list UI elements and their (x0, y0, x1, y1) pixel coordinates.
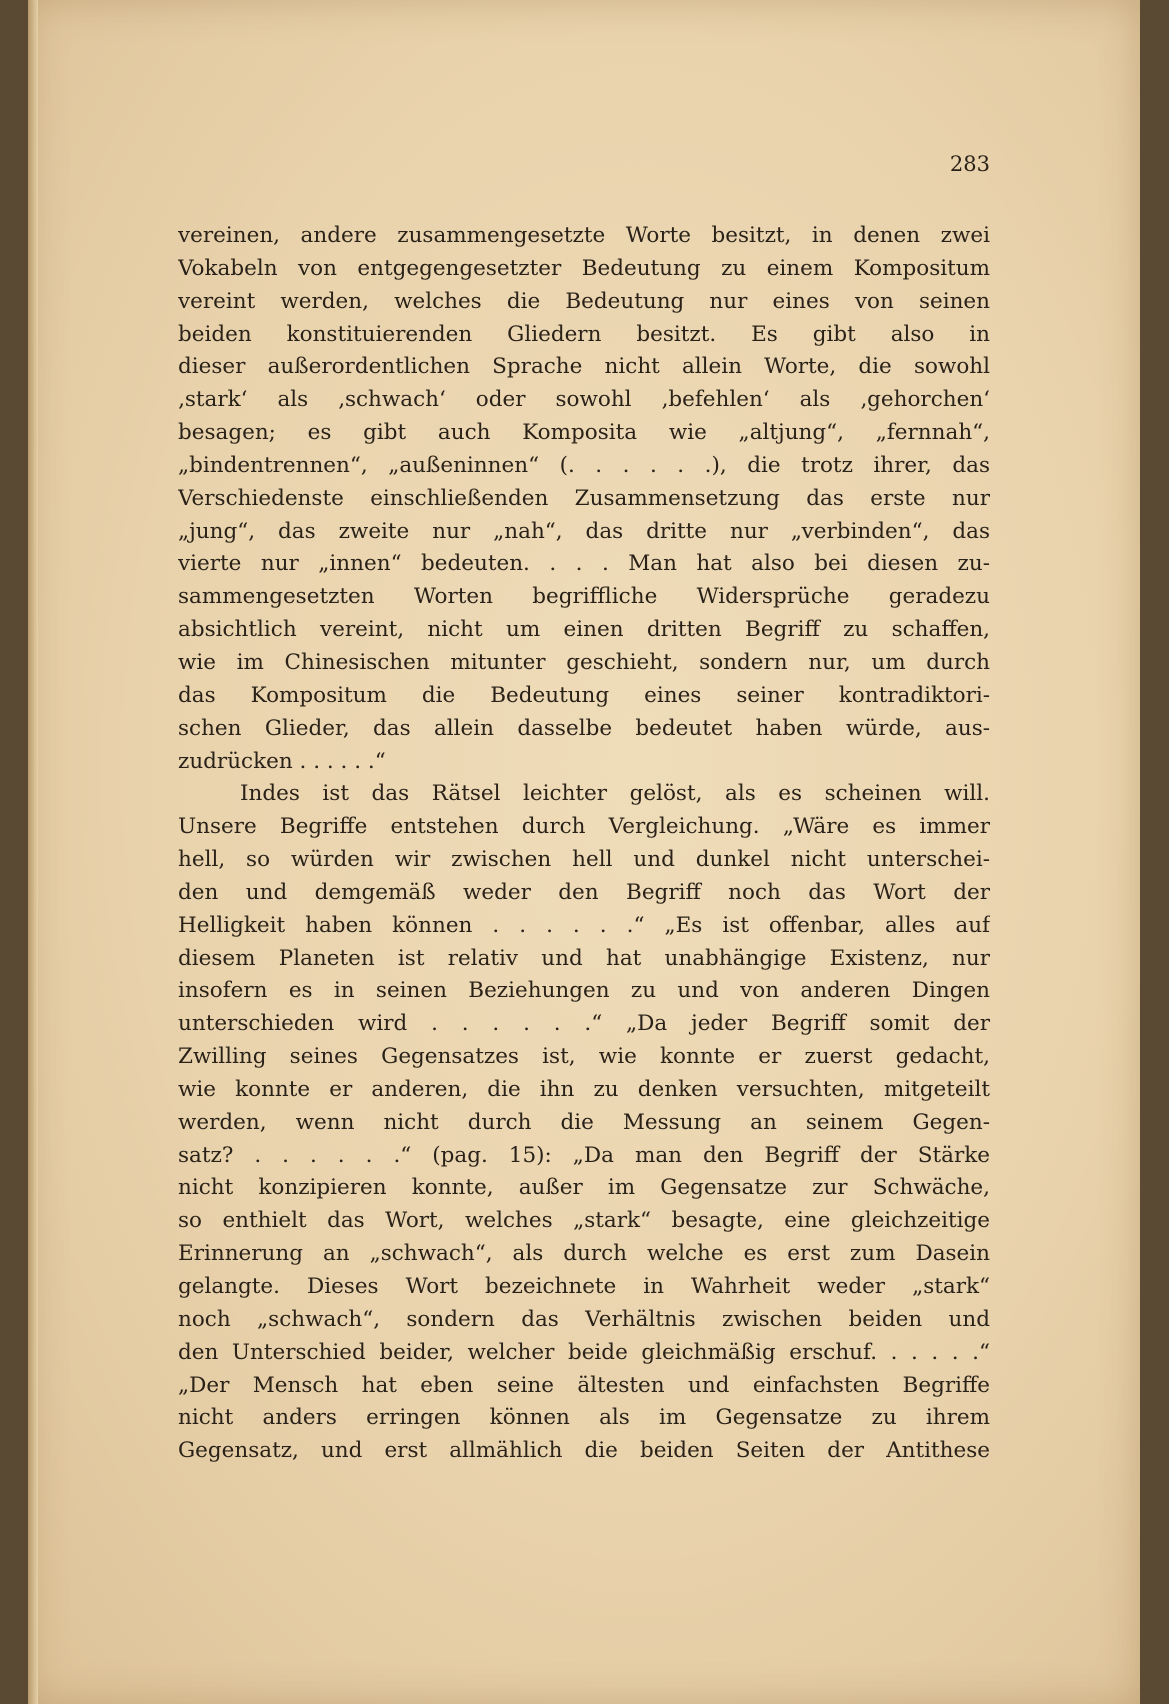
text-line: wie konnte er anderen, die ihn zu denken versuchten, mitgeteilt (178, 1076, 990, 1102)
text-line: Vokabeln von entgegengesetzter Bedeutung zu einem Kompositum (178, 255, 990, 281)
text-line: satz? . . . . . .“ (pag. 15): „Da man den Begriff der Stärke (178, 1142, 990, 1168)
text-line: Erinnerung an „schwach“, als durch welche es erst zum Dasein (178, 1241, 990, 1267)
text-line: werden, wenn nicht durch die Messung an seinem Gegen- (178, 1109, 990, 1135)
text-line: den und demgemäß weder den Begriff noch das Wort der (178, 879, 990, 905)
text-line: Helligkeit haben können . . . . . .“ „Es ist offenbar, alles auf (178, 912, 990, 938)
text-line: sammengesetzten Worten begriffliche Widersprüche geradezu (178, 584, 990, 610)
text-line: so enthielt das Wort, welches „stark“ besagte, eine gleichzeitige (178, 1208, 990, 1234)
text-line: dieser außerordentlichen Sprache nicht allein Worte, die sowohl (178, 354, 990, 380)
text-line: „bindentrennen“, „außeninnen“ (. . . . . .), die trotz ihrer, das (178, 452, 990, 478)
paragraph-start-line: Indes ist das Rätsel leichter gelöst, als es scheinen will. (240, 781, 990, 807)
text-line: besagen; es gibt auch Komposita wie „altjung“, „fernnah“, (178, 420, 990, 446)
text-line: das Kompositum die Bedeutung eines seiner kontradiktori- (178, 682, 990, 708)
text-line: nicht konzipieren konnte, außer im Gegensatze zur Schwäche, (178, 1175, 990, 1201)
page-number: 283 (949, 152, 990, 176)
paragraph-end-line: zudrücken . . . . . .“ (178, 748, 386, 774)
text-line: nicht anders erringen können als im Gegensatze zu ihrem (178, 1405, 990, 1431)
text-line: absichtlich vereint, nicht um einen dritten Begriff zu schaffen, (178, 617, 990, 643)
text-line: schen Glieder, das allein dasselbe bedeutet haben würde, aus- (178, 715, 990, 741)
book-page (28, 0, 1140, 1704)
text-line: gelangte. Dieses Wort bezeichnete in Wahrheit weder „stark“ (178, 1274, 990, 1299)
text-line: Unsere Begriffe entstehen durch Vergleichung. „Wäre es immer (178, 814, 990, 840)
text-line: vierte nur „innen“ bedeuten. . . . Man hat also bei diesen zu- (178, 551, 990, 577)
text-line: vereinen, andere zusammengesetzte Worte besitzt, in denen zwei (178, 223, 990, 248)
body-text (178, 220, 990, 1468)
text-line: beiden konstituierenden Gliedern besitzt. Es gibt also in (178, 321, 990, 347)
text-line: Gegensatz, und erst allmählich die beiden Seiten der Antithese (178, 1438, 990, 1464)
text-line: vereint werden, welches die Bedeutung nur eines von seinen (178, 288, 990, 314)
page-binding-edge (28, 0, 38, 1704)
text-line: hell, so würden wir zwischen hell und dunkel nicht unterschei- (178, 847, 990, 873)
text-line: „Der Mensch hat eben seine ältesten und einfachsten Begriffe (178, 1372, 990, 1398)
text-line: den Unterschied beider, welcher beide gleichmäßig erschuf. . . . . .“ (178, 1339, 990, 1365)
text-line: Zwilling seines Gegensatzes ist, wie konnte er zuerst gedacht, (178, 1044, 990, 1070)
text-line: Verschiedenste einschließenden Zusammensetzung das erste nur (178, 485, 990, 511)
text-line: diesem Planeten ist relativ und hat unabhängige Existenz, nur (178, 945, 990, 971)
text-line: noch „schwach“, sondern das Verhältnis zwischen beiden und (178, 1306, 990, 1332)
text-line: unterschieden wird . . . . . .“ „Da jeder Begriff somit der (178, 1011, 990, 1037)
text-line: „jung“, das zweite nur „nah“, das dritte nur „verbinden“, das (178, 518, 990, 544)
text-line: insofern es in seinen Beziehungen zu und von anderen Dingen (178, 978, 990, 1004)
text-line: ‚stark‘ als ‚schwach‘ oder sowohl ‚befehlen‘ als ‚gehorchen‘ (178, 387, 990, 413)
text-line: wie im Chinesischen mitunter geschieht, sondern nur, um durch (178, 649, 990, 675)
